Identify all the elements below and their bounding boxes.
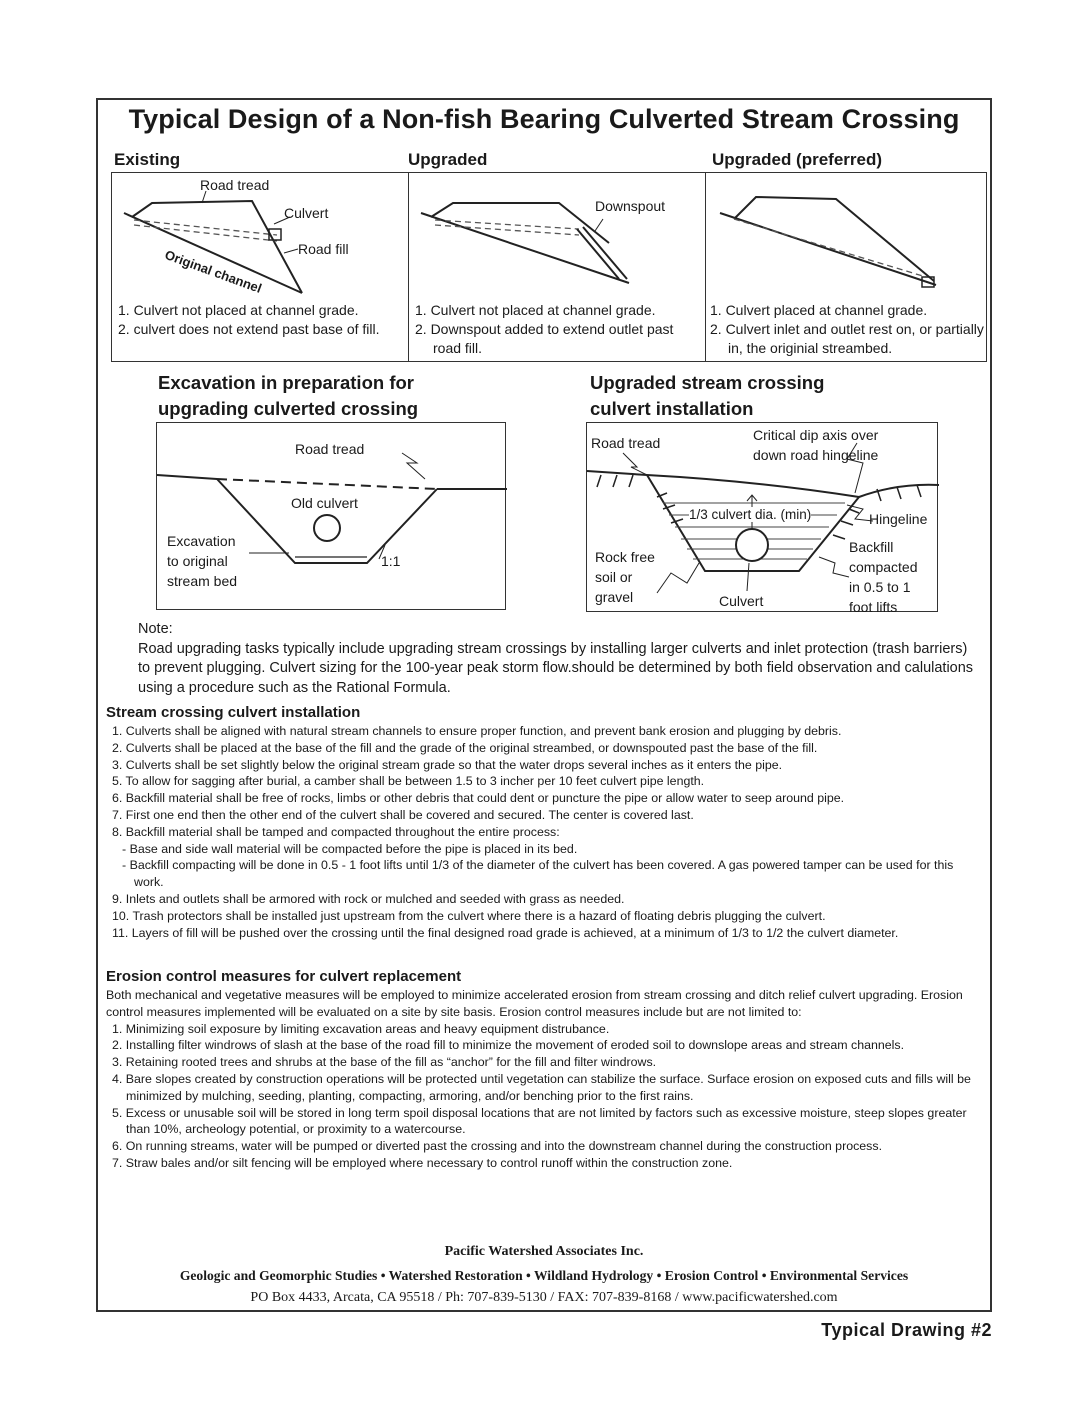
panel-existing [111,172,409,362]
heading-existing: Existing [114,150,181,169]
excavation-label-line3: stream bed [167,573,238,589]
erosion-item: 4. Bare slopes created by construction operations will be protected until vegetation can stabilize the surface. Surface erosion on exposed cuts and fills will be minimized by mulching, seeding, planting, compacting, armoring, and/or benching prior to the first rains. [112,1071,971,1103]
erosion-intro: Both mechanical and vegetative measures will be employed to minimize accelerated erosion from stream crossing and ditch relief culvert upgrading. Erosion control measures implemented will be evaluated on a site by site basis. Erosion control measures include but are not limited to: [106,988,963,1019]
erosion-list [106,987,978,1172]
installation-item: 5. To allow for sagging after burial, a camber shall be between 1.5 to 3 incher per 10 feet culvert pipe length. [112,774,705,789]
excavation-heading-line2: upgrading culverted crossing [158,398,419,419]
installation-item: 7. First one end then the other end of the culvert shall be covered and secured. The center is covered last. [112,807,694,822]
label-road-fill: Road fill [298,241,349,257]
crossing-label-backfill-line2: compacted [849,559,918,575]
installation-item: 2. Culverts shall be placed at the base of the fill and the grade of the original streambed, or downspouted past the base of the fill. [112,740,818,755]
panel-upgraded-crossing [586,422,938,615]
installation-item: 11. Layers of fill will be pushed over the crossing until the final designed road grade is achieved, at a minimum of 1/3 to 1/2 the culvert diameter. [112,925,899,940]
drawing-number: Typical Drawing #2 [821,1320,992,1340]
crossing-label-third-diameter: 1/3 culvert dia. (min) [689,507,812,522]
page-title: Typical Design of a Non-fish Bearing Culverted Stream Crossing [128,104,960,134]
label-downspout: Downspout [595,198,666,214]
installation-item: 8. Backfill material shall be tamped and compacted throughout the entire process: [112,824,560,839]
label-road-tread: Road tread [200,177,270,193]
panel-upgraded [408,172,706,362]
preferred-note-2: 2. Culvert inlet and outlet rest on, or partially in, the originial streambed. [710,321,984,356]
installation-subitem: - Backfill compacting will be done in 0.5 - 1 foot lifts until 1/3 of the diameter of the culvert has been covered. A gas powered tamper can be used for this work. [122,858,954,890]
crossing-label-backfill-line4: foot lifts [849,599,898,615]
preferred-note-1: 1. Culvert placed at channel grade. [710,302,928,318]
panel-upgraded-preferred [705,172,987,362]
erosion-heading: Erosion control measures for culvert replacement [106,968,462,985]
erosion-item: 7. Straw bales and/or silt fencing will be employed where necessary to control runoff within the construction zone. [112,1155,733,1170]
installation-item: 10. Trash protectors shall be installed just upstream from the culvert where there is a hazard of floating debris plugging the culvert. [112,908,826,923]
label-culvert: Culvert [284,205,329,221]
excavation-label-road-tread: Road tread [295,441,365,457]
erosion-item: 3. Retaining rooted trees and shrubs at the base of the fill as “anchor” for the fill and filter windrows. [112,1055,657,1070]
crossing-label-rock-line3: gravel [595,589,634,605]
erosion-item: 5. Excess or unusable soil will be stored in long term spoil disposal locations that are not limited by factors such as excessive moisture, steep slopes greater than 10%, archeology potential, or proximity to a watercourse. [112,1105,967,1137]
erosion-item: 2. Installing filter windrows of slash at the base of the road fill to minimize the movement of eroded soil to downslope areas and stream channels. [112,1038,905,1053]
excavation-label-excavation [167,531,237,591]
crossing-label-road-tread: Road tread [591,435,661,451]
crossing-label-dip-line1: Critical dip axis over [753,427,879,443]
existing-note-2: 2. culvert does not extend past base of fill. [118,321,380,337]
excavation-heading-line1: Excavation in preparation for [158,372,414,393]
upgraded-note-2: 2. Downspout added to extend outlet past road fill. [415,321,674,356]
note-label: Note: [138,621,173,637]
crossing-label-hingeline: Hingeline [869,511,928,527]
installation-list [106,723,978,941]
crossing-label-backfill [849,537,917,617]
crossing-label-backfill-line1: Backfill [849,539,894,555]
panel-excavation [156,422,506,610]
crossing-label-dip-line2: down road hingeline [753,447,879,463]
crossing-label-rock-line1: Rock free [595,549,655,565]
crossing-label-rock-line2: soil or [595,569,633,585]
installation-heading: Stream crossing culvert installation [106,704,361,721]
excavation-label-line1: Excavation [167,533,236,549]
upgraded-crossing-heading-line2: culvert installation [590,398,754,419]
crossing-label-culvert: Culvert [719,593,764,609]
erosion-item: 1. Minimizing soil exposure by limiting excavation areas and heavy equipment distrubance. [112,1021,610,1036]
upgraded-crossing-heading-line1: Upgraded stream crossing [590,372,825,393]
crossing-label-backfill-line3: in 0.5 to 1 [849,579,911,595]
label-original-channel: Original channel [162,247,264,296]
existing-notes [118,301,406,339]
upgraded-notes [415,301,703,358]
note-text: Road upgrading tasks typically include upgrading stream crossings by installing larger culverts and inlet protection (trash barriers) to prevent plugging. Culvert sizing for the 100-year peak storm flow.should be determined by both field observation and calulations using a procedure such as the Rational Formula. [138,640,974,696]
drawing-frame [96,98,992,1312]
excavation-label-old-culvert: Old culvert [291,495,358,511]
erosion-item: 6. On running streams, water will be pumped or diverted past the crossing and into the downstream channel during the construction process. [112,1139,883,1154]
excavation-heading [158,370,418,422]
excavation-label-slope: 1:1 [381,553,401,569]
footer-contact: PO Box 4433, Arcata, CA 95518 / Ph: 707-839-5130 / FAX: 707-839-8168 / www.pacificwatershed.com [250,1290,838,1305]
crossing-label-rock-free [595,547,655,607]
installation-subitem: - Base and side wall material will be compacted before the pipe is placed in its bed. [122,841,578,856]
existing-note-1: 1. Culvert not placed at channel grade. [118,302,359,318]
note-block [138,620,978,698]
upgraded-note-1: 1. Culvert not placed at channel grade. [415,302,656,318]
heading-upgraded-preferred: Upgraded (preferred) [712,150,883,169]
crossing-label-dip-axis [753,425,878,465]
excavation-label-line2: to original [167,553,228,569]
upgraded-crossing-heading [590,370,824,422]
heading-upgraded: Upgraded [408,150,488,169]
installation-item: 6. Backfill material shall be free of rocks, limbs or other debris that could dent or puncture the pipe or allow water to seep around pipe. [112,791,845,806]
installation-item: 1. Culverts shall be aligned with natural stream channels to ensure proper function, and prevent bank erosion and plugging by debris. [112,724,842,738]
preferred-notes [710,301,986,358]
installation-item: 9. Inlets and outlets shall be armored with rock or mulched and seeded with grass as needed. [112,891,625,906]
footer-services: Geologic and Geomorphic Studies • Watershed Restoration • Wildland Hydrology • Erosion Control • Environmental Services [179,1268,909,1283]
installation-item: 3. Culverts shall be set slightly below the original stream grade so that the water drops several inches as it enters the pipe. [112,757,783,772]
footer-company: Pacific Watershed Associates Inc. [444,1244,644,1259]
